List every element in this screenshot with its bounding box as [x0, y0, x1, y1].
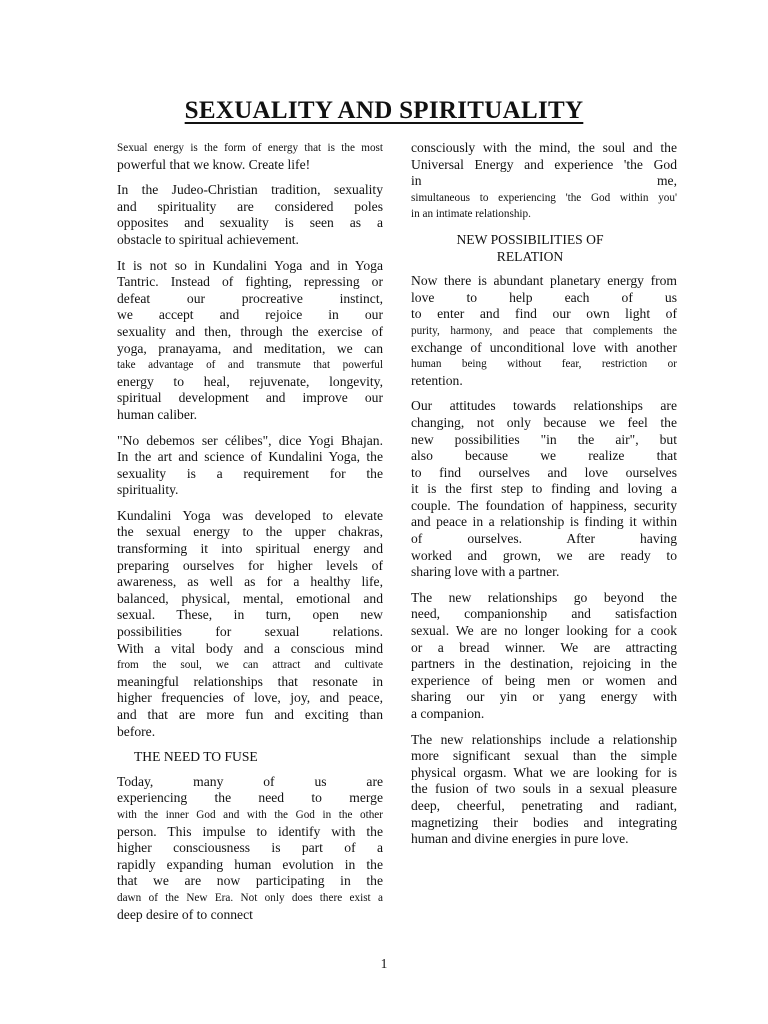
text-line: take advantage of and transmute that powerful	[117, 359, 383, 372]
text-line: RELATION	[496, 248, 564, 264]
text-line: that we are now participating in the	[117, 873, 383, 889]
paragraph-universal-energy	[411, 140, 677, 223]
paragraph-fusion-of-souls	[411, 732, 677, 848]
text-line: or a bread winner. We are attracting	[411, 639, 677, 655]
text-line: Universal Energy and experience 'the God	[411, 156, 677, 172]
text-line: more significant sexual than the simple	[411, 748, 677, 764]
paragraph-judeo-christian	[117, 182, 383, 248]
text-line: sexuality and then, through the exercise of	[117, 323, 383, 339]
text-line: The new relationships include a relationship	[411, 731, 677, 747]
text-line: spirituality.	[117, 482, 179, 498]
text-line: Tantric. Instead of fighting, repressing or	[117, 274, 383, 290]
text-line: simultaneous to experiencing 'the God within you'	[411, 191, 677, 204]
text-line: it is the first step to finding and loving a	[411, 481, 677, 497]
page-number: 1	[380, 956, 388, 971]
heading-line: THE NEED TO FUSE	[134, 749, 258, 765]
text-line: we accept and rejoice in our	[117, 307, 383, 323]
text-line: and spirituality are considered poles	[117, 198, 383, 214]
text-line: Kundalini Yoga was developed to elevate	[117, 507, 383, 523]
text-line: and that are more fun and exciting than	[117, 707, 383, 722]
text-line: meaningful relationships that resonate in	[117, 673, 383, 689]
right-column	[411, 140, 677, 857]
text-line: the sexual energy to the upper chakras,	[117, 524, 383, 540]
text-line: sharing love with a partner.	[411, 564, 560, 580]
text-line: rapidly expanding human evolution in the	[117, 856, 383, 872]
text-line: person. This impulse to identify with the	[117, 823, 383, 839]
text-line: The new relationships go beyond the	[411, 589, 677, 605]
text-line: energy to heal, rejuvenate, longevity,	[117, 373, 383, 389]
text-line: retention.	[411, 372, 463, 388]
text-line: Sexual energy is the form of energy that is the most	[117, 142, 383, 154]
text-line: awareness, as well as for a healthy life,	[117, 574, 383, 590]
text-line: experience of being men or women and	[411, 672, 677, 688]
text-line: sexuality is a requirement for the	[117, 465, 383, 481]
paragraph-new-relationships	[411, 590, 677, 723]
text-line: dawn of the New Era. Not only does there exist a	[117, 891, 383, 904]
text-line: the fusion of two souls in a sexual pleasure	[411, 781, 677, 797]
text-line: a companion.	[411, 706, 485, 721]
text-line: sexual. These, in turn, open new	[117, 607, 383, 623]
text-line: spiritual development and improve our	[117, 390, 383, 406]
text-line: sharing our yin or yang energy with	[411, 689, 677, 705]
text-line: Now there is abundant planetary energy from	[411, 273, 677, 289]
text-line: partners in the destination, rejoicing in the	[411, 656, 677, 672]
text-line: to enter and find our own light of	[411, 306, 677, 322]
text-line: It is not so in Kundalini Yoga and in Yoga	[117, 257, 383, 273]
paragraph-attitudes	[411, 398, 677, 581]
text-line: human caliber.	[117, 406, 198, 422]
text-line: in an intimate relationship.	[411, 208, 531, 221]
text-line: to find ourselves and love ourselves	[411, 464, 677, 480]
text-line: preparing ourselves for higher levels of	[117, 557, 383, 573]
text-line: obstacle to spiritual achievement.	[117, 231, 299, 247]
text-line: magnetizing their bodies and integrating	[411, 814, 677, 830]
text-line: possibilities for sexual relations.	[117, 624, 383, 640]
text-line: with the inner God and with the God in the other	[117, 808, 383, 821]
text-line: before.	[117, 723, 156, 739]
text-line: purity, harmony, and peace that complements the	[411, 324, 677, 337]
text-line: balanced, physical, mental, emotional and	[117, 590, 383, 606]
intro-paragraph	[117, 140, 383, 173]
left-column	[117, 140, 383, 932]
text-line: love to help each of us	[411, 289, 677, 305]
page-title: SEXUALITY AND SPIRITUALITY	[184, 97, 584, 124]
text-line: of ourselves. After having	[411, 531, 677, 547]
text-line: powerful that we know. Create life!	[117, 156, 311, 172]
text-line: human being without fear, restriction or	[411, 358, 677, 371]
text-line: deep, cheerful, penetrating and radiant,	[411, 797, 677, 813]
text-line: and peace in a relationship is finding it within	[411, 514, 677, 530]
section-heading-new-possibilities	[411, 232, 677, 265]
text-line: changing, not only because we feel the	[411, 414, 677, 430]
text-line: also because we realize that	[411, 448, 677, 464]
text-line: higher consciousness is part of a	[117, 840, 383, 856]
text-line: higher frequencies of love, joy, and peace,	[117, 690, 383, 706]
text-line: exchange of unconditional love with another	[411, 339, 677, 355]
text-line: couple. The foundation of happiness, security	[411, 497, 677, 513]
text-line: Our attitudes towards relationships are	[411, 398, 677, 414]
text-line: Today, many of us are	[117, 773, 383, 789]
text-line: opposites and sexuality is seen as a	[117, 215, 383, 231]
paragraph-kundalini-yoga	[117, 258, 383, 424]
text-line: from the soul, we can attract and cultivate	[117, 659, 383, 672]
text-line: deep desire of to connect	[117, 906, 253, 922]
text-line: need, companionship and satisfaction	[411, 606, 677, 622]
text-line: transforming it into spiritual energy and	[117, 541, 383, 557]
text-line: In the art and science of Kundalini Yoga, the	[117, 449, 383, 465]
text-line: In the Judeo-Christian tradition, sexuality	[117, 182, 383, 198]
text-line: new possibilities "in the air", but	[411, 431, 677, 447]
text-line: consciously with the mind, the soul and the	[411, 140, 677, 155]
text-line: yoga, pranayama, and meditation, we can	[117, 340, 383, 356]
text-line: in me,	[411, 173, 677, 189]
text-line: sexual. We are no longer looking for a cook	[411, 623, 677, 639]
section-heading-need-to-fuse	[117, 749, 383, 766]
text-line: NEW POSSIBILITIES OF	[456, 231, 604, 247]
paragraph-planetary-energy	[411, 273, 677, 389]
text-line: "No debemos ser célibes", dice Yogi Bhajan.	[117, 432, 383, 448]
text-line: physical orgasm. What we are looking for is	[411, 764, 677, 780]
paragraph-need-to-fuse	[117, 774, 383, 923]
paragraph-yogi-bhajan	[117, 433, 383, 499]
text-line: worked and grown, we are ready to	[411, 547, 677, 563]
text-line: experiencing the need to merge	[117, 790, 383, 806]
text-line: human and divine energies in pure love.	[411, 831, 629, 847]
paragraph-chakras	[117, 508, 383, 740]
text-line: defeat our procreative instinct,	[117, 290, 383, 306]
text-line: With a vital body and a conscious mind	[117, 640, 383, 656]
